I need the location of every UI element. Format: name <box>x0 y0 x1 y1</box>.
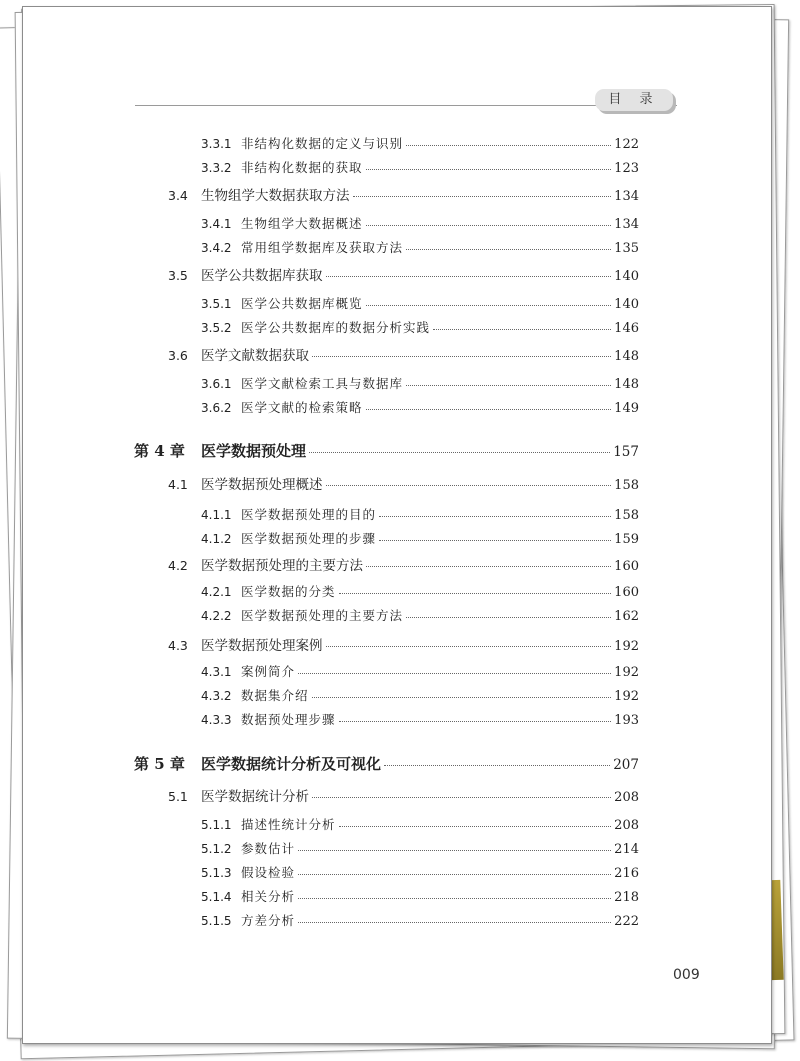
toc-leader-dots <box>339 826 612 827</box>
toc-leader-dots <box>298 673 611 674</box>
toc-leader-dots <box>406 145 611 146</box>
toc-entry-title: 医学数据统计分析 <box>201 789 309 805</box>
toc-entry-title: 生物组学大数据获取方法 <box>201 188 350 204</box>
toc-entry-page: 140 <box>614 269 639 284</box>
toc-leader-dots <box>366 409 612 410</box>
toc-subsection-entry <box>201 710 639 728</box>
toc-entry-title: 医学数据统计分析及可视化 <box>201 755 382 773</box>
toc-leader-dots <box>366 305 612 306</box>
toc-subsection-entry <box>201 294 639 312</box>
toc-leader-dots <box>326 276 612 277</box>
toc-leader-dots <box>353 196 612 197</box>
toc-leader-dots <box>406 617 611 618</box>
toc-entry-page: 216 <box>614 866 639 881</box>
toc-entry-title: 常用组学数据库及获取方法 <box>241 240 404 255</box>
toc-entry-title: 数据集介绍 <box>241 688 309 703</box>
toc-entry-page: 162 <box>614 609 639 624</box>
toc-chapter-entry <box>134 753 639 774</box>
toc-entry-page: 135 <box>614 241 639 256</box>
toc-entry-page: 207 <box>613 757 639 773</box>
toc-subsection-entry <box>201 815 639 833</box>
toc-entry-number: 3.6.2 <box>201 401 232 415</box>
toc-entry-number: 4.2.2 <box>201 609 232 623</box>
toc-entry-title: 医学数据预处理的主要方法 <box>241 608 404 623</box>
toc-subsection-entry <box>201 911 639 929</box>
toc-entry-title: 描述性统计分析 <box>241 817 336 832</box>
toc-entry-number: 3.5.2 <box>201 321 232 335</box>
toc-entry-title: 医学数据预处理概述 <box>201 477 323 493</box>
toc-section-entry <box>168 785 639 805</box>
toc-entry-number: 5.1.4 <box>201 890 232 904</box>
toc-entry-number: 4.3.3 <box>201 713 232 727</box>
toc-leader-dots <box>298 874 611 875</box>
toc-entry-title: 医学数据预处理的主要方法 <box>201 558 363 574</box>
toc-subsection-entry <box>201 158 639 176</box>
toc-entry-number: 3.6 <box>168 348 188 363</box>
toc-entry-page: 148 <box>614 349 639 364</box>
toc-entry-number: 第 5 章 <box>134 755 185 773</box>
toc-leader-dots <box>406 249 611 250</box>
toc-entry-number: 5.1 <box>168 789 188 804</box>
toc-entry-number: 4.3 <box>168 638 188 653</box>
toc-entry-title: 医学数据预处理 <box>201 442 307 460</box>
toc-entry-title: 医学公共数据库概览 <box>241 296 363 311</box>
toc-entry-title: 医学数据预处理案例 <box>201 638 323 654</box>
toc-subsection-entry <box>201 863 639 881</box>
toc-subsection-entry <box>201 582 639 600</box>
toc-leader-dots <box>339 593 612 594</box>
toc-entry-page: 160 <box>614 585 639 600</box>
toc-entry-page: 148 <box>614 377 639 392</box>
toc-entry-title: 案例简介 <box>241 664 296 679</box>
toc-entry-title: 非结构化数据的定义与识别 <box>241 136 404 151</box>
toc-leader-dots <box>298 850 611 851</box>
toc-entry-number: 5.1.3 <box>201 866 232 880</box>
toc-entry-number: 4.1 <box>168 477 188 492</box>
toc-entry-number: 4.1.2 <box>201 532 232 546</box>
toc-entry-title: 医学文献检索工具与数据库 <box>241 376 404 391</box>
toc-entry-page: 134 <box>614 217 639 232</box>
toc-leader-dots <box>326 646 612 647</box>
toc-entry-number: 3.3.1 <box>201 137 232 151</box>
toc-entry-page: 192 <box>614 689 639 704</box>
toc-subsection-entry <box>201 606 639 624</box>
toc-entry-title: 参数估计 <box>241 841 296 856</box>
toc-entry-page: 134 <box>614 189 639 204</box>
toc-chapter-entry <box>134 440 639 461</box>
toc-entry-page: 208 <box>614 790 639 805</box>
toc-leader-dots <box>312 697 612 698</box>
toc-leader-dots <box>309 452 610 453</box>
toc-entry-title: 医学数据预处理的目的 <box>241 507 377 522</box>
toc-entry-number: 5.1.5 <box>201 914 232 928</box>
toc-entry-page: 192 <box>614 639 639 654</box>
toc-entry-number: 4.2.1 <box>201 585 232 599</box>
toc-entry-title: 假设检验 <box>241 865 296 880</box>
toc-entry-title: 医学公共数据库的数据分析实践 <box>241 320 431 335</box>
toc-entry-page: 160 <box>614 559 639 574</box>
toc-entry-title: 医学文献的检索策略 <box>241 400 363 415</box>
toc-subsection-entry <box>201 839 639 857</box>
toc-entry-number: 3.6.1 <box>201 377 232 391</box>
toc-leader-dots <box>379 516 611 517</box>
toc-entry-title: 医学数据预处理的步骤 <box>241 531 377 546</box>
toc-entry-number: 4.3.1 <box>201 665 232 679</box>
toc-subsection-entry <box>201 214 639 232</box>
toc-entry-page: 214 <box>614 842 639 857</box>
toc-entry-title: 生物组学大数据概述 <box>241 216 363 231</box>
toc-subsection-entry <box>201 318 639 336</box>
toc-entry-number: 3.4 <box>168 188 188 203</box>
toc-subsection-entry <box>201 887 639 905</box>
toc-entry-page: 218 <box>614 890 639 905</box>
toc-entry-title: 数据预处理步骤 <box>241 712 336 727</box>
toc-entry-page: 158 <box>614 478 639 493</box>
toc-section-entry <box>168 554 639 574</box>
toc-leader-dots <box>298 898 611 899</box>
toc-entry-page: 157 <box>613 444 639 460</box>
toc-entry-title: 医学文献数据获取 <box>201 348 309 364</box>
toc-entry-title: 医学数据的分类 <box>241 584 336 599</box>
toc-entry-page: 140 <box>614 297 639 312</box>
toc-leader-dots <box>384 765 610 766</box>
toc-entry-number: 3.5 <box>168 268 188 283</box>
toc-entry-number: 第 4 章 <box>134 442 185 460</box>
toc-entry-number: 3.4.2 <box>201 241 232 255</box>
toc-entry-page: 193 <box>614 713 639 728</box>
toc-leader-dots <box>379 540 611 541</box>
toc-subsection-entry <box>201 686 639 704</box>
toc-entry-title: 医学公共数据库获取 <box>201 268 323 284</box>
section-header-tab: 目 录 <box>595 89 673 111</box>
toc-section-entry <box>168 264 639 284</box>
toc-leader-dots <box>366 225 612 226</box>
toc-entry-number: 5.1.2 <box>201 842 232 856</box>
toc-subsection-entry <box>201 505 639 523</box>
toc-entry-page: 123 <box>614 161 639 176</box>
toc-subsection-entry <box>201 238 639 256</box>
toc-entry-page: 149 <box>614 401 639 416</box>
toc-subsection-entry <box>201 529 639 547</box>
toc-entry-page: 222 <box>614 914 639 929</box>
toc-entry-title: 方差分析 <box>241 913 296 928</box>
toc-leader-dots <box>366 566 611 567</box>
toc-subsection-entry <box>201 662 639 680</box>
toc-section-entry <box>168 184 639 204</box>
toc-subsection-entry <box>201 374 639 392</box>
toc-entry-page: 192 <box>614 665 639 680</box>
toc-leader-dots <box>298 922 611 923</box>
toc-entry-page: 122 <box>614 137 639 152</box>
toc-leader-dots <box>312 797 611 798</box>
toc-leader-dots <box>406 385 611 386</box>
document-page <box>22 6 772 1044</box>
toc-entry-number: 4.1.1 <box>201 508 232 522</box>
toc-leader-dots <box>433 329 611 330</box>
toc-subsection-entry <box>201 398 639 416</box>
toc-entry-page: 159 <box>614 532 639 547</box>
toc-entry-number: 5.1.1 <box>201 818 232 832</box>
toc-leader-dots <box>366 169 612 170</box>
toc-entry-page: 158 <box>614 508 639 523</box>
toc-entry-page: 208 <box>614 818 639 833</box>
toc-entry-number: 4.2 <box>168 558 188 573</box>
toc-entry-title: 非结构化数据的获取 <box>241 160 363 175</box>
toc-entry-page: 146 <box>614 321 639 336</box>
toc-entry-number: 3.3.2 <box>201 161 232 175</box>
toc-entry-number: 4.3.2 <box>201 689 232 703</box>
toc-subsection-entry <box>201 134 639 152</box>
toc-entry-title: 相关分析 <box>241 889 296 904</box>
toc-leader-dots <box>326 485 612 486</box>
toc-section-entry <box>168 344 639 364</box>
toc-entry-number: 3.5.1 <box>201 297 232 311</box>
page-number: 009 <box>673 967 700 983</box>
toc-leader-dots <box>312 356 611 357</box>
toc-section-entry <box>168 634 639 654</box>
toc-entry-number: 3.4.1 <box>201 217 232 231</box>
toc-leader-dots <box>339 721 612 722</box>
toc-section-entry <box>168 473 639 493</box>
